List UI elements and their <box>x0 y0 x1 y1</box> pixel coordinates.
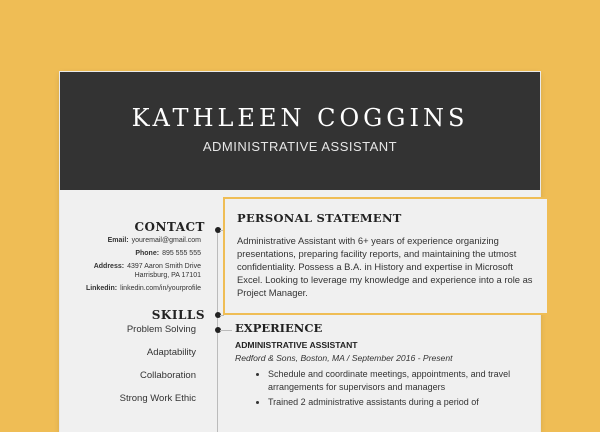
candidate-title: ADMINISTRATIVE ASSISTANT <box>202 139 398 154</box>
job-bullet: Schedule and coordinate meetings, appointments, and travel arrangements for supervisors and managers <box>256 368 526 393</box>
contact-email <box>60 236 201 245</box>
candidate-name: KATHLEEN COGGINS <box>131 104 469 132</box>
skill-item: Strong Work Ethic <box>119 393 196 404</box>
connector-experience <box>220 330 232 331</box>
connector-skills <box>220 315 224 316</box>
skill-item: Collaboration <box>140 370 196 381</box>
skills-list <box>60 324 196 416</box>
contact-heading: CONTACT <box>134 220 205 234</box>
skills-heading: SKILLS <box>151 308 205 322</box>
linkedin-value: linkedin.com/in/yourprofile <box>120 285 201 292</box>
contact-phone <box>60 249 201 258</box>
contact-address <box>60 262 201 280</box>
address-label: Address: <box>93 263 125 270</box>
job-bullets <box>256 368 526 412</box>
phone-label: Phone: <box>135 250 160 257</box>
address-value: 4397 Aaron Smith Drive Harrisburg, PA 17101 <box>127 263 201 279</box>
skill-item: Problem Solving <box>126 324 196 335</box>
statement-body: Administrative Assistant with 6+ years of experience organizing presentations, preparing facility reports, and maintaining the utmost confidentiality. Possess a B.A. in History and expertise in Microsoft Excel. Looking to leverage my knowledge and experience into a role as Project Manager. <box>237 235 533 298</box>
phone-value: 895 555 555 <box>162 250 201 257</box>
job-bullet: Trained 2 administrative assistants during a period of <box>256 396 526 409</box>
experience-heading: EXPERIENCE <box>235 321 323 335</box>
linkedin-label: Linkedin: <box>85 285 118 292</box>
job-meta: Redford & Sons, Boston, MA / September 2016 - Present <box>235 353 453 363</box>
skill-item: Adaptability <box>146 347 196 358</box>
resume-header <box>60 72 540 190</box>
personal-statement-box <box>223 197 549 315</box>
job-title: ADMINISTRATIVE ASSISTANT <box>235 340 358 350</box>
contact-details <box>60 236 201 297</box>
contact-linkedin <box>60 284 201 293</box>
email-value: youremail@gmail.com <box>131 237 201 244</box>
email-label: Email: <box>107 237 129 244</box>
statement-heading: PERSONAL STATEMENT <box>237 211 402 225</box>
